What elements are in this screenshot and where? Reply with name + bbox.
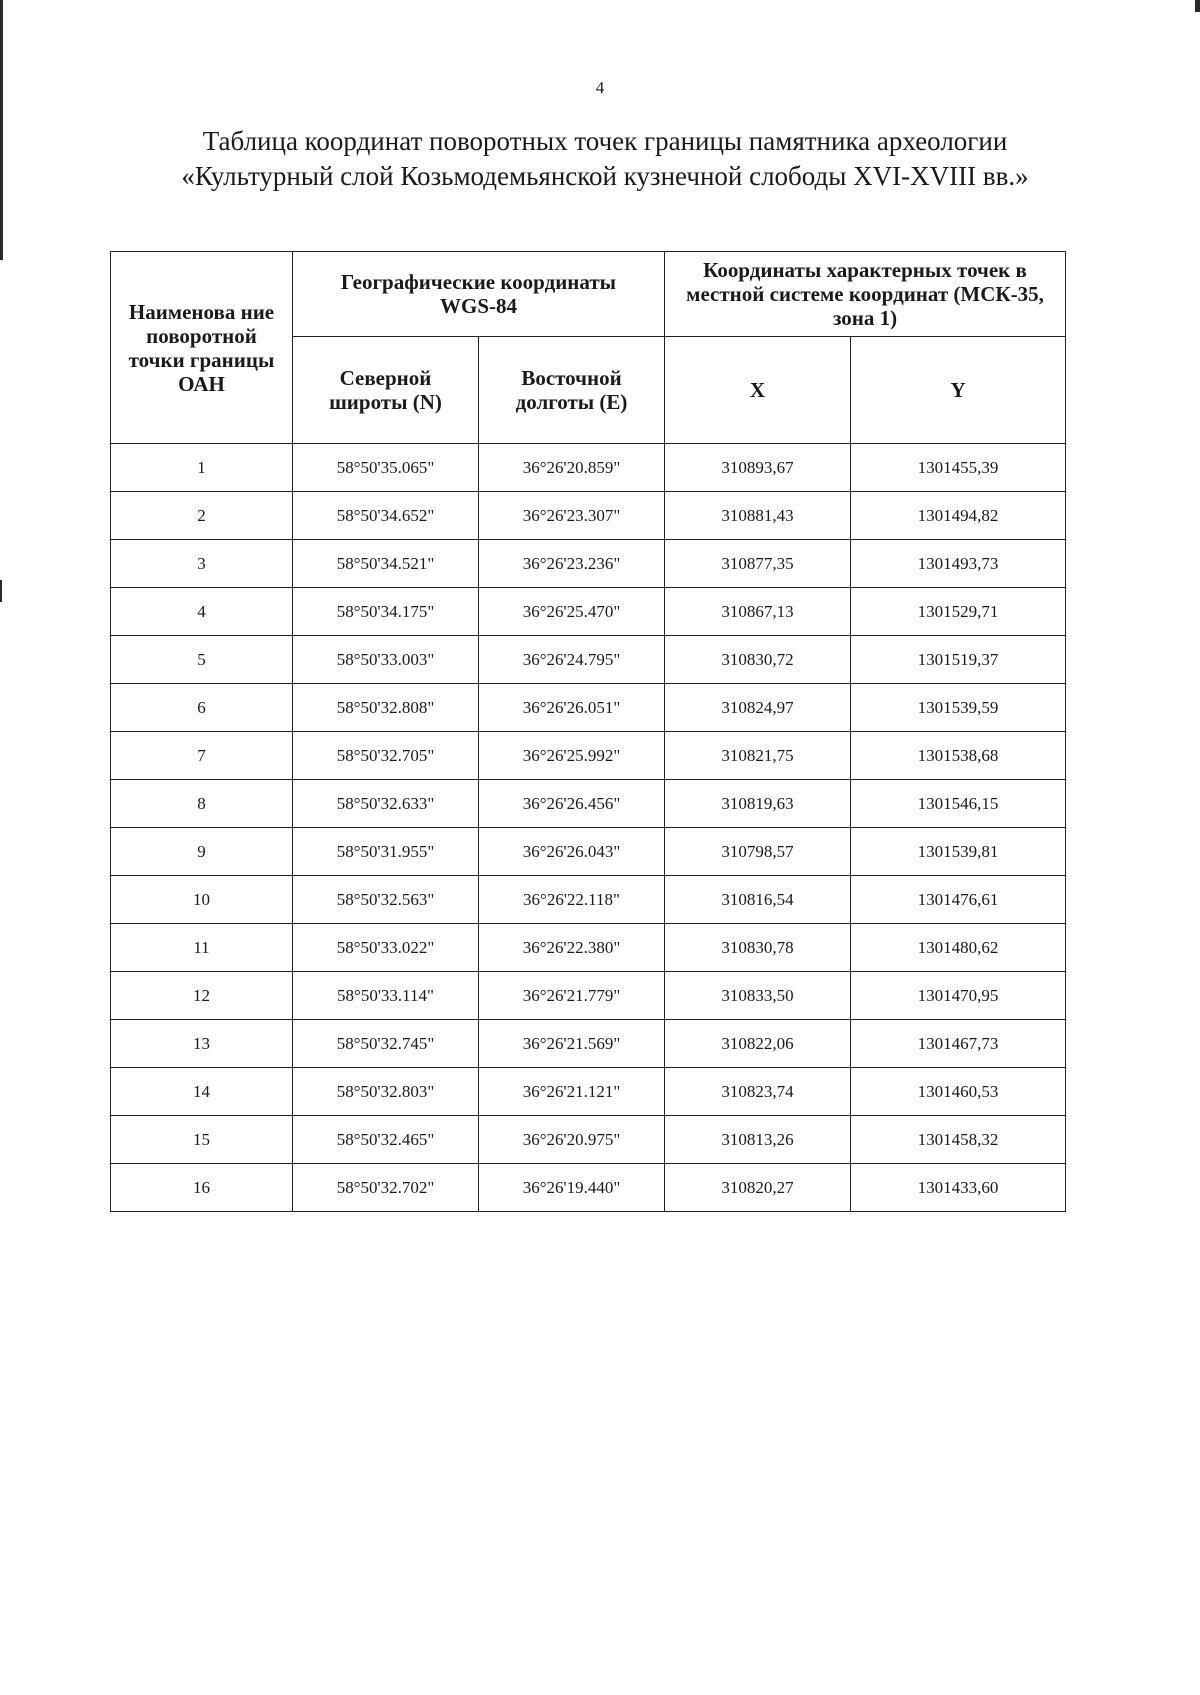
scan-corner-mark	[1195, 0, 1200, 12]
cell-longitude: 36°26'21.569"	[479, 1020, 665, 1068]
cell-latitude: 58°50'33.022"	[293, 924, 479, 972]
table-row	[111, 1116, 1066, 1164]
table-row	[111, 924, 1066, 972]
table-row	[111, 588, 1066, 636]
cell-point-number: 5	[111, 636, 293, 684]
page-number: 4	[595, 78, 605, 97]
cell-y: 1301519,37	[851, 636, 1066, 684]
cell-longitude: 36°26'26.456"	[479, 780, 665, 828]
header-x: X	[665, 337, 851, 444]
cell-latitude: 58°50'32.563"	[293, 876, 479, 924]
document-title	[60, 124, 1150, 194]
cell-longitude: 36°26'26.051"	[479, 684, 665, 732]
cell-x: 310813,26	[665, 1116, 851, 1164]
table-row	[111, 1068, 1066, 1116]
header-point-name: Наименова ние поворотной точки границы ОАН	[111, 252, 293, 444]
cell-point-number: 7	[111, 732, 293, 780]
cell-x: 310820,27	[665, 1164, 851, 1212]
title-line-2: «Культурный слой Козьмодемьянской кузнечной слободы XVI-XVIII вв.»	[181, 161, 1029, 191]
cell-x: 310830,78	[665, 924, 851, 972]
cell-point-number: 16	[111, 1164, 293, 1212]
cell-x: 310816,54	[665, 876, 851, 924]
cell-longitude: 36°26'23.307"	[479, 492, 665, 540]
cell-longitude: 36°26'21.121"	[479, 1068, 665, 1116]
cell-longitude: 36°26'25.992"	[479, 732, 665, 780]
cell-longitude: 36°26'19.440"	[479, 1164, 665, 1212]
cell-latitude: 58°50'34.652"	[293, 492, 479, 540]
cell-point-number: 15	[111, 1116, 293, 1164]
coordinates-table	[110, 251, 1066, 1212]
table-row	[111, 972, 1066, 1020]
cell-x: 310821,75	[665, 732, 851, 780]
table-row	[111, 876, 1066, 924]
cell-latitude: 58°50'31.955"	[293, 828, 479, 876]
table-row	[111, 540, 1066, 588]
table-row	[111, 780, 1066, 828]
cell-point-number: 6	[111, 684, 293, 732]
cell-y: 1301529,71	[851, 588, 1066, 636]
cell-point-number: 4	[111, 588, 293, 636]
cell-latitude: 58°50'35.065"	[293, 444, 479, 492]
table-row	[111, 636, 1066, 684]
scan-edge-mark	[0, 580, 2, 602]
cell-x: 310823,74	[665, 1068, 851, 1116]
cell-y: 1301539,59	[851, 684, 1066, 732]
cell-latitude: 58°50'32.705"	[293, 732, 479, 780]
cell-latitude: 58°50'32.702"	[293, 1164, 479, 1212]
cell-point-number: 8	[111, 780, 293, 828]
cell-latitude: 58°50'32.745"	[293, 1020, 479, 1068]
cell-x: 310822,06	[665, 1020, 851, 1068]
cell-y: 1301433,60	[851, 1164, 1066, 1212]
cell-y: 1301460,53	[851, 1068, 1066, 1116]
cell-point-number: 14	[111, 1068, 293, 1116]
table-row	[111, 684, 1066, 732]
cell-x: 310819,63	[665, 780, 851, 828]
cell-y: 1301470,95	[851, 972, 1066, 1020]
cell-latitude: 58°50'34.521"	[293, 540, 479, 588]
table-row	[111, 828, 1066, 876]
cell-point-number: 3	[111, 540, 293, 588]
header-local-coordinates: Координаты характерных точек в местной системе координат (МСК-35, зона 1)	[665, 252, 1066, 337]
cell-longitude: 36°26'25.470"	[479, 588, 665, 636]
cell-longitude: 36°26'21.779"	[479, 972, 665, 1020]
cell-latitude: 58°50'32.465"	[293, 1116, 479, 1164]
table-body	[111, 444, 1066, 1212]
header-east-longitude: Восточной долготы (E)	[479, 337, 665, 444]
cell-x: 310893,67	[665, 444, 851, 492]
cell-y: 1301467,73	[851, 1020, 1066, 1068]
cell-longitude: 36°26'24.795"	[479, 636, 665, 684]
cell-point-number: 9	[111, 828, 293, 876]
table-row	[111, 732, 1066, 780]
cell-x: 310833,50	[665, 972, 851, 1020]
cell-x: 310877,35	[665, 540, 851, 588]
cell-y: 1301546,15	[851, 780, 1066, 828]
cell-x: 310867,13	[665, 588, 851, 636]
title-line-1: Таблица координат поворотных точек границы памятника археологии	[202, 126, 1008, 156]
cell-point-number: 11	[111, 924, 293, 972]
cell-y: 1301455,39	[851, 444, 1066, 492]
table-row	[111, 492, 1066, 540]
cell-point-number: 12	[111, 972, 293, 1020]
table-row	[111, 444, 1066, 492]
header-y: Y	[851, 337, 1066, 444]
cell-x: 310798,57	[665, 828, 851, 876]
cell-longitude: 36°26'20.975"	[479, 1116, 665, 1164]
cell-x: 310881,43	[665, 492, 851, 540]
cell-point-number: 2	[111, 492, 293, 540]
cell-point-number: 1	[111, 444, 293, 492]
cell-y: 1301480,62	[851, 924, 1066, 972]
cell-longitude: 36°26'26.043"	[479, 828, 665, 876]
cell-latitude: 58°50'33.003"	[293, 636, 479, 684]
cell-longitude: 36°26'23.236"	[479, 540, 665, 588]
cell-latitude: 58°50'33.114"	[293, 972, 479, 1020]
table-row	[111, 1020, 1066, 1068]
table-row	[111, 1164, 1066, 1212]
cell-y: 1301476,61	[851, 876, 1066, 924]
cell-longitude: 36°26'20.859"	[479, 444, 665, 492]
scan-edge-left	[0, 0, 3, 260]
header-geo-coordinates: Географические координаты WGS-84	[293, 252, 665, 337]
cell-x: 310824,97	[665, 684, 851, 732]
cell-latitude: 58°50'32.803"	[293, 1068, 479, 1116]
cell-longitude: 36°26'22.118"	[479, 876, 665, 924]
cell-point-number: 10	[111, 876, 293, 924]
cell-longitude: 36°26'22.380"	[479, 924, 665, 972]
cell-latitude: 58°50'32.808"	[293, 684, 479, 732]
cell-point-number: 13	[111, 1020, 293, 1068]
cell-y: 1301539,81	[851, 828, 1066, 876]
cell-y: 1301538,68	[851, 732, 1066, 780]
header-north-latitude: Северной широты (N)	[293, 337, 479, 444]
cell-y: 1301493,73	[851, 540, 1066, 588]
cell-y: 1301494,82	[851, 492, 1066, 540]
header-row-1	[111, 252, 1066, 337]
cell-latitude: 58°50'34.175"	[293, 588, 479, 636]
cell-x: 310830,72	[665, 636, 851, 684]
cell-y: 1301458,32	[851, 1116, 1066, 1164]
cell-latitude: 58°50'32.633"	[293, 780, 479, 828]
